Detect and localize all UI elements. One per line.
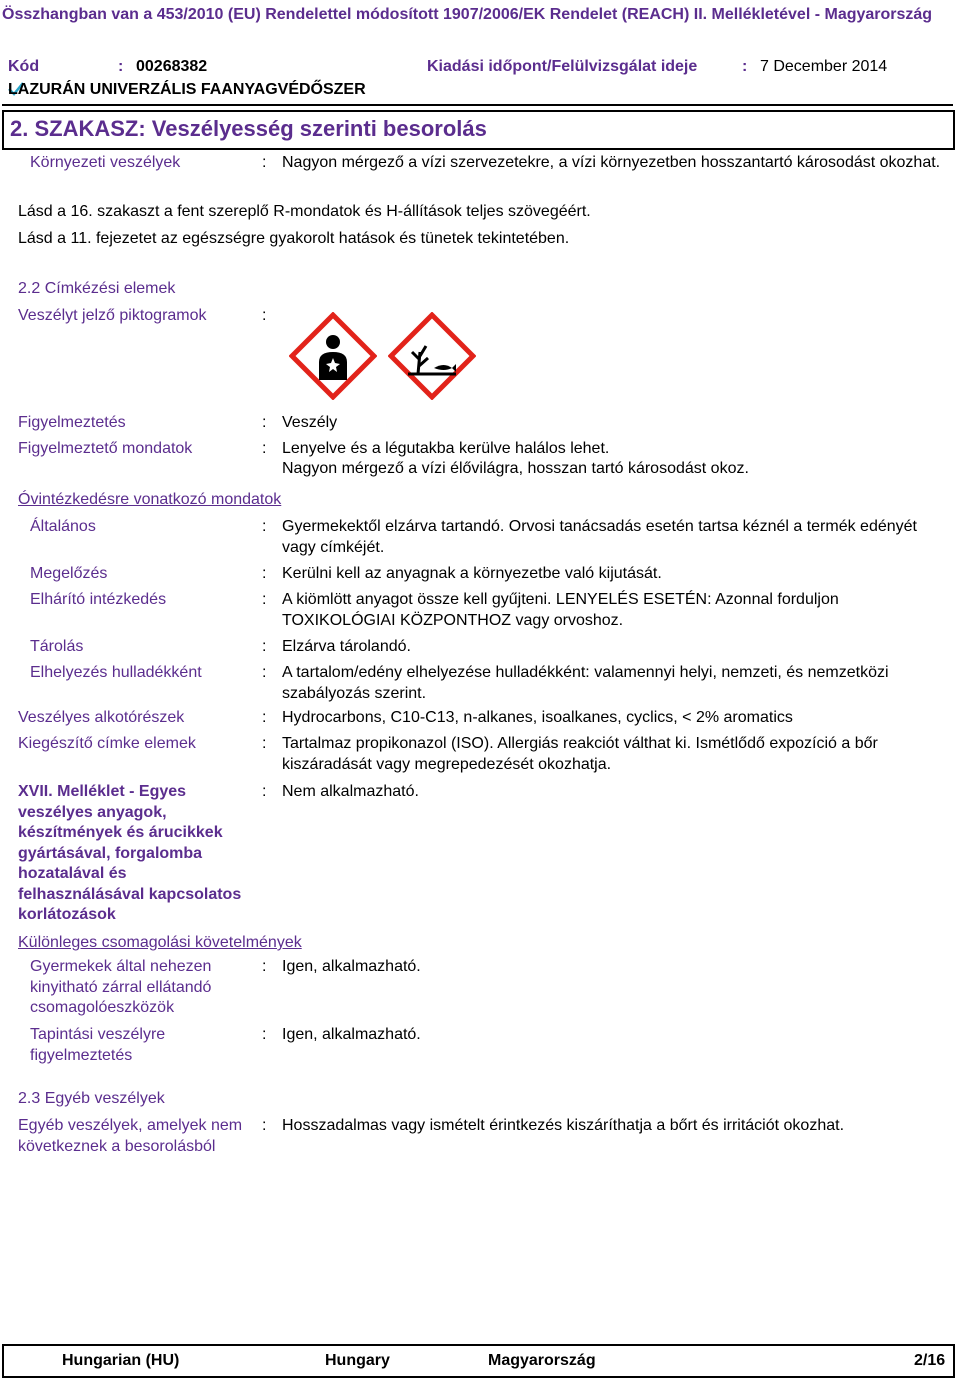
see-section-11: Lásd a 11. fejezetet az egészségre gyakorolt hatások és tünetek tekintetében. bbox=[18, 230, 570, 247]
child-resistant-label: Gyermekek által nehezen kinyitható zárral ellátandó csomagolóeszközök bbox=[30, 958, 212, 1016]
tactile-warning-value: Igen, alkalmazható. bbox=[282, 1026, 421, 1043]
hazard-statement: Lenyelve és a légutakba kerülve halálos lehet. bbox=[282, 440, 610, 457]
storage-value: Elzárva tárolandó. bbox=[282, 638, 411, 655]
colon: : bbox=[262, 709, 267, 726]
footer-country-local: Magyarország bbox=[488, 1352, 596, 1369]
colon: : bbox=[262, 440, 267, 457]
footer-country: Hungary bbox=[325, 1352, 390, 1369]
footer-language: Hungarian (HU) bbox=[62, 1352, 180, 1369]
colon: : bbox=[262, 638, 267, 655]
colon: : bbox=[262, 307, 267, 324]
code-value: 00268382 bbox=[136, 58, 208, 75]
response-value: A kiömlött anyagot össze kell gyűjteni. LENYELÉS ESETÉN: Azonnal forduljon TOXIKOLÓGIAI KÖZPONTHOZ vagy orvoshoz. bbox=[282, 591, 839, 629]
colon: : bbox=[262, 958, 267, 975]
page-number: 2/16 bbox=[914, 1352, 946, 1369]
response-label: Elhárító intézkedés bbox=[30, 591, 167, 608]
annex-xvii-value: Nem alkalmazható. bbox=[282, 783, 419, 800]
hazardous-components-label: Veszélyes alkotórészek bbox=[18, 709, 185, 726]
packaging-heading: Különleges csomagolási követelmények bbox=[18, 934, 302, 951]
colon: : bbox=[262, 414, 267, 431]
tactile-warning-label: Tapintási veszélyre figyelmeztetés bbox=[30, 1026, 166, 1064]
colon: : bbox=[262, 1117, 267, 1134]
other-hazards-heading: 2.3 Egyéb veszélyek bbox=[18, 1090, 165, 1107]
supplemental-value: Tartalmaz propikonazol (ISO). Allergiás reakciót válthat ki. Ismétlődő expozíció a bőr kiszáradását vagy megrepedezését okozhatja. bbox=[282, 735, 878, 773]
annex-xvii-label: XVII. Melléklet - Egyes veszélyes anyagok, készítmények és árucikkek gyártásával, forgalomba hozatalával és felhasználásával kapcsolatos korlátozások bbox=[18, 783, 242, 923]
code-colon: : bbox=[118, 58, 124, 75]
env-hazards-label: Környezeti veszélyek bbox=[30, 154, 181, 171]
disposal-value: A tartalom/edény elhelyezése hulladékként: valamennyi helyi, nemzeti, és nemzetközi szabályozás szerint. bbox=[282, 664, 889, 702]
colon: : bbox=[262, 591, 267, 608]
supplemental-label: Kiegészítő címke elemek bbox=[18, 735, 196, 752]
prevention-value: Kerülni kell az anyagnak a környezetbe való kijutását. bbox=[282, 565, 662, 582]
other-hazards-label: Egyéb veszélyek, amelyek nem következnek a besorolásból bbox=[18, 1117, 243, 1155]
section-title: 2. SZAKASZ: Veszélyesség szerinti besorolás bbox=[10, 116, 487, 141]
env-hazards-value: Nagyon mérgező a vízi szervezetekre, a vízi környezetben hosszantartó károsodást okozhat. bbox=[282, 154, 941, 171]
hazardous-components-value: Hydrocarbons, C10-C13, n-alkanes, isoalkanes, cyclics, < 2% aromatics bbox=[282, 709, 793, 726]
general-label: Általános bbox=[30, 518, 96, 535]
other-hazards-value: Hosszadalmas vagy ismételt érintkezés kiszáríthatja a bőrt és irritációt okozhat. bbox=[282, 1117, 845, 1134]
product-name: LAZURÁN UNIVERZÁLIS FAANYAGVÉDŐSZER bbox=[8, 81, 366, 98]
code-label: Kód bbox=[8, 58, 40, 75]
issue-colon: : bbox=[742, 58, 748, 75]
document-title: Összhangban van a 453/2010 (EU) Rendelettel módosított 1907/2006/EK Rendelet (REACH) II. Mellékletével - Magyarország bbox=[2, 6, 933, 23]
colon: : bbox=[262, 565, 267, 582]
see-section-16: Lásd a 16. szakaszt a fent szereplő R-mondatok és H-állítások teljes szövegéért. bbox=[18, 203, 591, 220]
child-resistant-value: Igen, alkalmazható. bbox=[282, 958, 421, 975]
health-hazard-icon bbox=[289, 312, 377, 400]
colon: : bbox=[262, 783, 267, 800]
colon: : bbox=[262, 1026, 267, 1043]
general-value: Gyermekektől elzárva tartandó. Orvosi tanácsadás esetén tartsa kéznél a termék edényét vagy címkéjét. bbox=[282, 518, 917, 556]
issue-value: 7 December 2014 bbox=[760, 58, 888, 75]
signal-word-label: Figyelmeztetés bbox=[18, 414, 126, 431]
storage-label: Tárolás bbox=[30, 638, 84, 655]
pictograms-label: Veszélyt jelző piktogramok bbox=[18, 307, 207, 324]
signal-word-value: Veszély bbox=[282, 414, 338, 431]
colon: : bbox=[262, 154, 267, 171]
disposal-label: Elhelyezés hulladékként bbox=[30, 664, 202, 681]
environment-hazard-icon bbox=[388, 312, 476, 400]
issue-label: Kiadási időpont/Felülvizsgálat ideje bbox=[427, 58, 698, 75]
hazard-statements-label: Figyelmeztető mondatok bbox=[18, 440, 193, 457]
colon: : bbox=[262, 735, 267, 752]
hazard-statement: Nagyon mérgező a vízi élővilágra, hosszan tartó károsodást okoz. bbox=[282, 460, 749, 477]
precautionary-heading: Óvintézkedésre vonatkozó mondatok bbox=[18, 491, 282, 508]
header-divider bbox=[2, 104, 953, 106]
colon: : bbox=[262, 518, 267, 535]
colon: : bbox=[262, 664, 267, 681]
label-elements-heading: 2.2 Címkézési elemek bbox=[18, 280, 176, 297]
prevention-label: Megelőzés bbox=[30, 565, 108, 582]
